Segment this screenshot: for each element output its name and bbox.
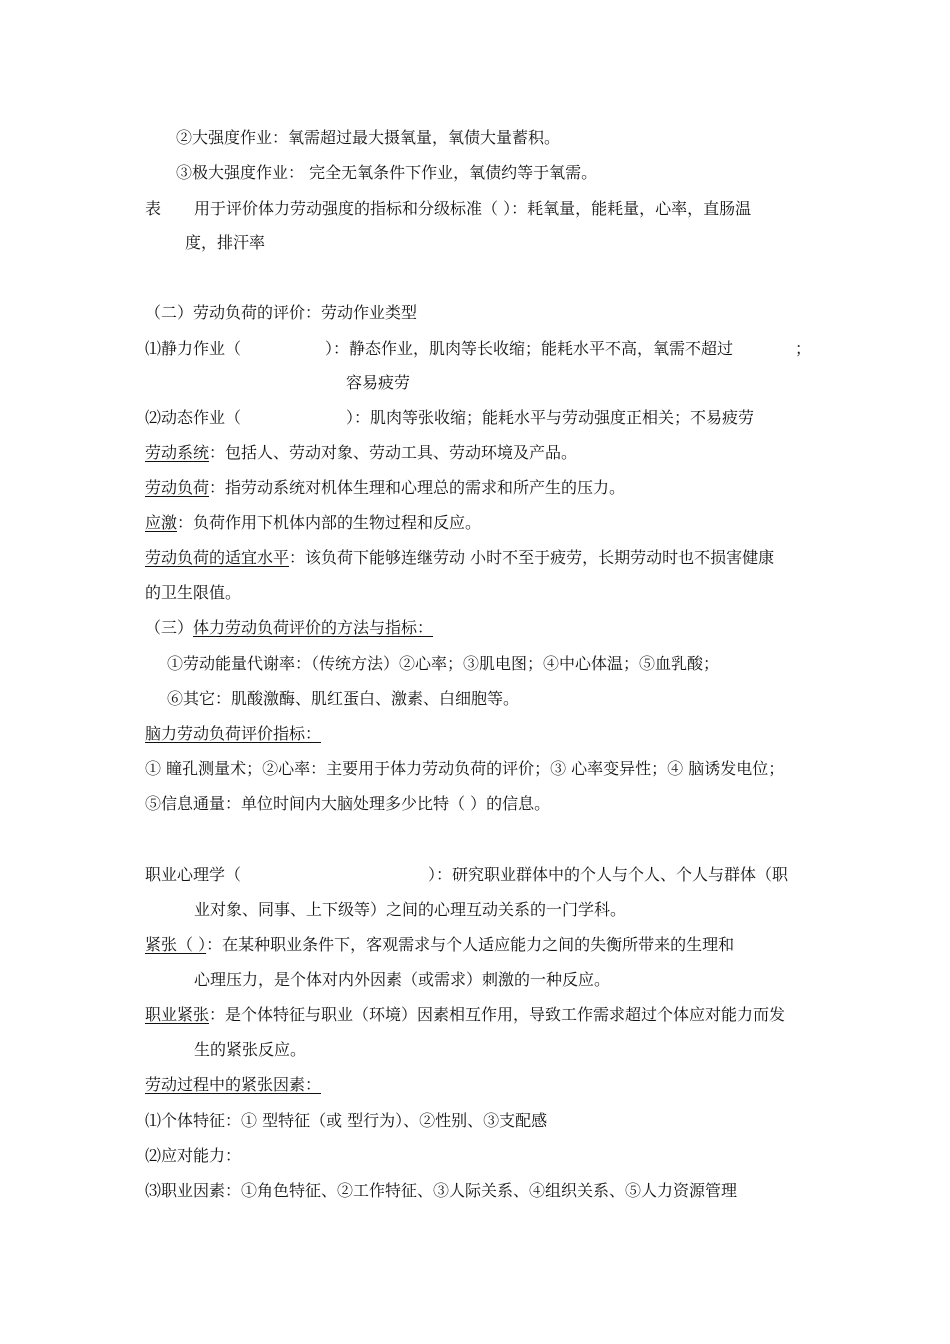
text-line: 容易疲劳: [346, 373, 411, 392]
text-line: 度，排汗率: [185, 233, 266, 252]
text-line: ③极大强度作业： 完全无氧条件下作业，氧债约等于氧需。: [176, 163, 598, 182]
definition-line: [145, 934, 734, 956]
text-line: 职业心理学（: [145, 865, 242, 884]
list-item: ⑵应对能力：: [145, 1146, 242, 1165]
term-labor-load: 劳动负荷: [145, 478, 210, 497]
text-line: ）：肌肉等张收缩；能耗水平与劳动强度正相关；不易疲劳: [346, 408, 755, 427]
definition-text: ：是个体特征与职业（环境）因素相互作用，导致工作需求超过个体应对能力而发: [209, 1005, 786, 1024]
definition-text: ：在某种职业条件下，客观需求与个人适应能力之间的失衡所带来的生理和: [206, 935, 735, 954]
definition-text: ：负荷作用下机体内部的生物过程和反应。: [177, 513, 482, 532]
text-line: 生的紧张反应。: [194, 1040, 307, 1059]
text-line: 的卫生限值。: [145, 583, 242, 602]
definition-line: [145, 442, 577, 464]
term-appropriate-load: 劳动负荷的适宜水平: [145, 548, 290, 567]
section-heading: [145, 723, 321, 745]
text-line: ① 瞳孔测量术；②心率：主要用于体力劳动负荷的评价；③ 心率变异性；④ 脑诱发电位；: [145, 759, 785, 778]
definition-line: [145, 477, 625, 499]
section-title: 劳动过程中的紧张因素：: [145, 1075, 322, 1094]
text-line: 用于评价体力劳动强度的指标和分级标准（ ）：耗氧量，能耗量，心率，直肠温: [194, 199, 752, 218]
list-item: ⑶职业因素：①角色特征、②工作特征、③人际关系、④组织关系、⑤人力资源管理: [145, 1181, 738, 1200]
text-line: ⑥其它：肌酸激酶、肌红蛋白、激素、白细胞等。: [167, 689, 520, 708]
text-line: ）：静态作业，肌肉等长收缩；能耗水平不高，氧需不超过: [325, 339, 734, 358]
section-title: 脑力劳动负荷评价指标：: [145, 724, 322, 743]
list-item: ⑴个体特征：① 型特征（或 型行为）、②性别、③支配感: [145, 1111, 548, 1130]
text-line: ⑵动态作业（: [145, 408, 242, 427]
text-line: ⑴静力作业（: [145, 339, 242, 358]
text-line: ）：研究职业群体中的个人与个人、个人与群体（职: [428, 865, 789, 884]
term-stress-response: 应激: [145, 513, 178, 532]
text-line: 业对象、同事、上下级等）之间的心理互动关系的一门学科。: [194, 900, 627, 919]
table-label: 表: [145, 199, 162, 218]
text-line: ⑤信息通量：单位时间内大脑处理多少比特（ ）的信息。: [145, 794, 551, 813]
text-line: ①劳动能量代谢率：（传统方法）②心率；③肌电图；④中心体温；⑤血乳酸；: [167, 654, 720, 673]
text-line: ②大强度作业：氧需超过最大摄氧量，氧债大量蓄积。: [176, 128, 561, 147]
definition-text: ：包括人、劳动对象、劳动工具、劳动环境及产品。: [209, 443, 578, 462]
definition-text: ：指劳动系统对机体生理和心理总的需求和所产生的压力。: [209, 478, 626, 497]
definition-line: [145, 1004, 785, 1026]
text-line: 心理压力，是个体对内外因素（或需求）刺激的一种反应。: [194, 970, 611, 989]
section-number: （三）: [145, 618, 194, 637]
term-tension: 紧张（ ）: [145, 935, 207, 954]
section-heading: [145, 617, 433, 639]
term-occupational-stress: 职业紧张: [145, 1005, 210, 1024]
section-heading: （二）劳动负荷的评价：劳动作业类型: [145, 303, 418, 322]
section-heading: [145, 1074, 321, 1096]
section-title: 体力劳动负荷评价的方法与指标：: [193, 618, 434, 637]
text-line: ；: [795, 339, 812, 358]
definition-line: [145, 547, 774, 569]
term-labor-system: 劳动系统: [145, 443, 210, 462]
definition-text: ：该负荷下能够连继劳动 小时不至于疲劳，长期劳动时也不损害健康: [289, 548, 775, 567]
definition-line: [145, 512, 481, 534]
